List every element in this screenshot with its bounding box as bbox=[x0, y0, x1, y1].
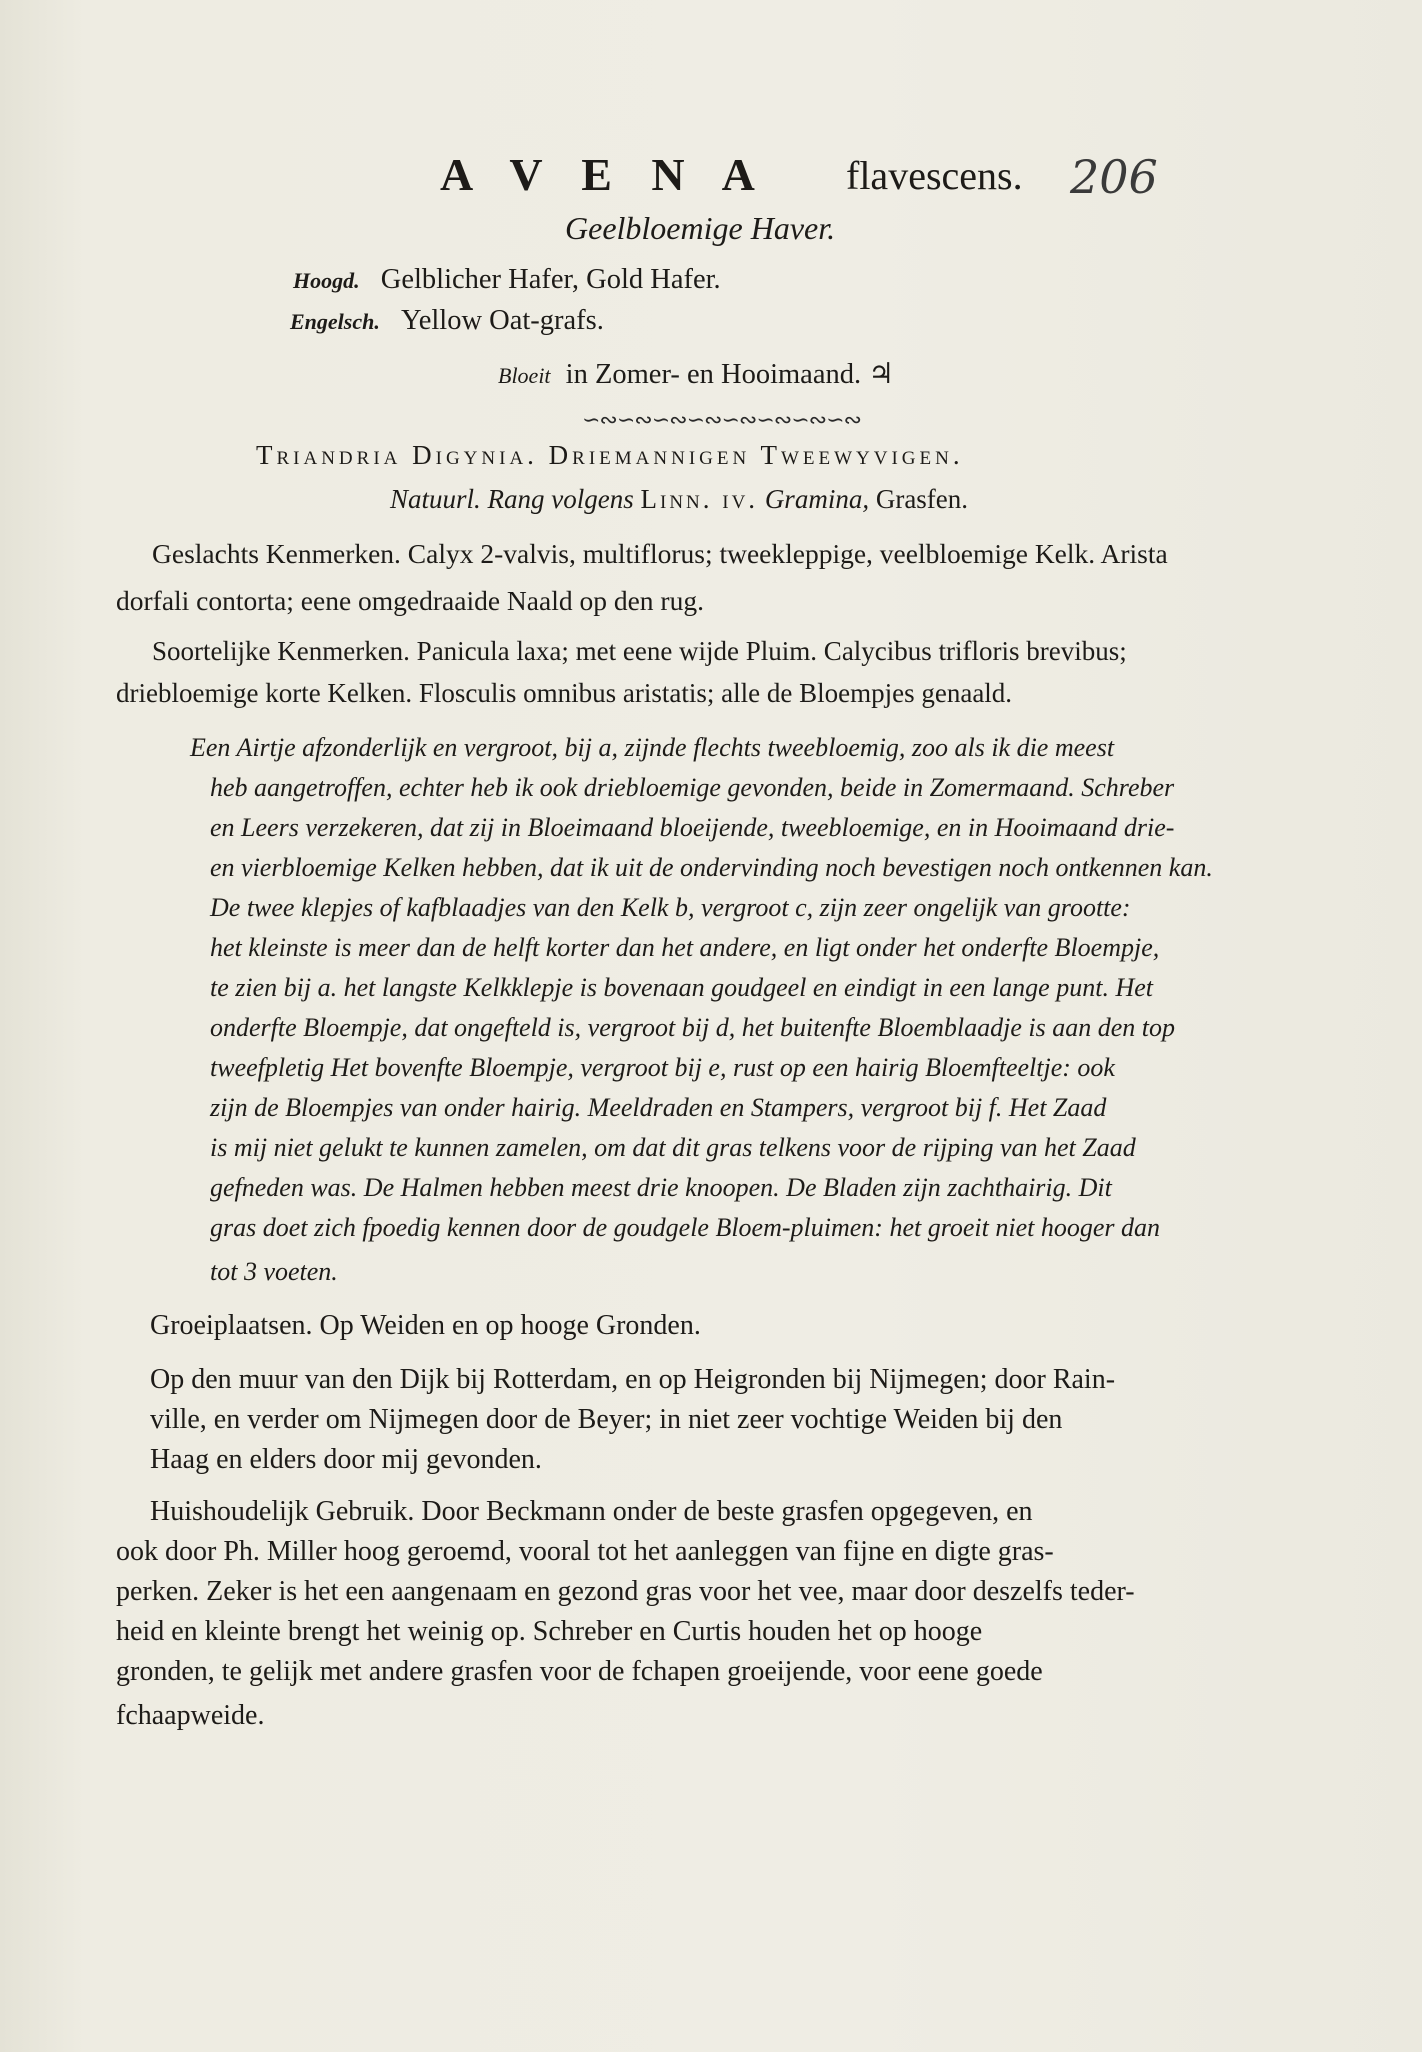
natural-rank-label: Natuurl. Rang volgens bbox=[390, 484, 634, 514]
common-name: Geelbloemige Haver. bbox=[565, 210, 836, 246]
description-line-6: het kleinste is meer dan de helft korter dan het andere, en ligt onder het onderfte Bloempje, bbox=[210, 933, 1160, 962]
description-line-2: heb aangetroffen, echter heb ik ook driebloemige gevonden, beide in Zomermaand. Schreber bbox=[210, 773, 1175, 802]
description-line-13: gras doet zich fpoedig kennen door de goudgele Bloem-pluimen: het groeit niet hooger dan bbox=[210, 1213, 1161, 1242]
description-line-10: zijn de Bloempjes van onder hairig. Meeldraden en Stampers, vergroot bij f. Het Zaad bbox=[210, 1093, 1107, 1122]
description-line-5: De twee klepjes of kafblaadjes van den Kelk b, vergroot c, zijn zeer ongelijk van grootte: bbox=[210, 893, 1131, 922]
name-engelsch-lang: Engelsch. bbox=[290, 309, 380, 334]
soort-line-2: driebloemige korte Kelken. Flosculis omnibus aristatis; alle de Bloempjes genaald. bbox=[116, 678, 1013, 708]
name-engelsch bbox=[290, 305, 604, 337]
description-line-11: is mij niet gelukt te kunnen zamelen, om dat dit gras telkens voor de rijping van het Zaad bbox=[210, 1133, 1136, 1162]
description-line-9: tweefpletig Het bovenfte Bloempje, vergroot bij e, rust op een hairig Bloemfteeltje: ook bbox=[210, 1053, 1115, 1082]
groei-line-2: Op den muur van den Dijk bij Rotterdam, en op Heigronden bij Nijmegen; door Rain- bbox=[150, 1364, 1116, 1395]
geslacht-line-1: Geslachts Kenmerken. Calyx 2-valvis, multiflorus; tweekleppige, veelbloemige Kelk. Arista bbox=[152, 538, 1168, 569]
natural-rank-linn: Linn. iv. bbox=[640, 484, 759, 514]
bloom-line bbox=[498, 357, 894, 391]
gebruik-line-5: gronden, te gelijk met andere grasfen voor de fchapen groeijende, voor eene goede bbox=[116, 1656, 1043, 1687]
page-number: 206 bbox=[1070, 150, 1158, 204]
natural-rank-line bbox=[390, 484, 968, 515]
genus-title: A V E N A bbox=[440, 149, 769, 200]
description-line-12: gefneden was. De Halmen hebben meest drie knoopen. De Bladen zijn zachthairig. Dit bbox=[210, 1173, 1112, 1202]
name-engelsch-text: Yellow Oat-grafs. bbox=[400, 305, 604, 336]
species-title: flavescens. bbox=[846, 153, 1023, 198]
classification-line: Triandria Digynia. Driemannigen Tweewyvigen. bbox=[256, 440, 964, 470]
name-hoogd-lang: Hoogd. bbox=[293, 268, 360, 293]
natural-rank-gramina: Gramina, bbox=[764, 484, 870, 514]
natural-rank-grasfen: Grasfen. bbox=[875, 484, 969, 514]
name-hoogd bbox=[293, 264, 721, 296]
bloom-label: Bloeit bbox=[498, 363, 551, 388]
gebruik-line-1: Huishoudelijk Gebruik. Door Beckmann onder de beste grasfen opgegeven, en bbox=[150, 1496, 1033, 1527]
description-line-7: te zien bij a. het langste Kelkklepje is bovenaan goudgeel en eindigt in een lange punt. Het bbox=[210, 973, 1153, 1002]
geslacht-line-2: dorfali contorta; eene omgedraaide Naald op den rug. bbox=[116, 585, 704, 616]
bloom-text: in Zomer- en Hooimaand. ♃ bbox=[565, 359, 894, 390]
description-line-14: tot 3 voeten. bbox=[210, 1257, 338, 1286]
description-line-1: Een Airtje afzonderlijk en vergroot, bij a, zijnde flechts tweebloemig, zoo als ik die meest bbox=[190, 733, 1115, 762]
description-line-4: en vierbloemige Kelken hebben, dat ik uit de ondervinding noch bevestigen noch ontkennen kan. bbox=[210, 853, 1213, 882]
gebruik-line-3: perken. Zeker is het een aangenaam en gezond gras voor het vee, maar door deszelfs teder- bbox=[116, 1576, 1135, 1607]
gebruik-line-6: fchaapweide. bbox=[116, 1700, 265, 1731]
name-hoogd-text: Gelblicher Hafer, Gold Hafer. bbox=[380, 264, 721, 295]
decorative-ornament: ∽∾∽∾∽∾∽∾∽∾∽∾∽∾∽∾ bbox=[582, 407, 861, 432]
groei-line-4: Haag en elders door mij gevonden. bbox=[150, 1444, 542, 1475]
groei-line-3: ville, en verder om Nijmegen door de Beyer; in niet zeer vochtige Weiden bij den bbox=[150, 1404, 1063, 1435]
description-line-8: onderfte Bloempje, dat ongefteld is, vergroot bij d, het buitenfte Bloemblaadje is aan den top bbox=[210, 1013, 1175, 1042]
groei-line-1: Groeiplaatsen. Op Weiden en op hooge Gronden. bbox=[150, 1310, 701, 1341]
soort-line-1: Soortelijke Kenmerken. Panicula laxa; met eene wijde Pluim. Calycibus trifloris brevibus; bbox=[152, 636, 1127, 666]
description-line-3: en Leers verzekeren, dat zij in Bloeimaand bloeijende, tweebloemige, en in Hooimaand drie- bbox=[210, 813, 1175, 842]
gebruik-line-2: ook door Ph. Miller hoog geroemd, vooral tot het aanleggen van fijne en digte gras- bbox=[116, 1536, 1054, 1567]
gebruik-line-4: heid en kleinte brengt het weinig op. Schreber en Curtis houden het op hooge bbox=[116, 1616, 983, 1647]
